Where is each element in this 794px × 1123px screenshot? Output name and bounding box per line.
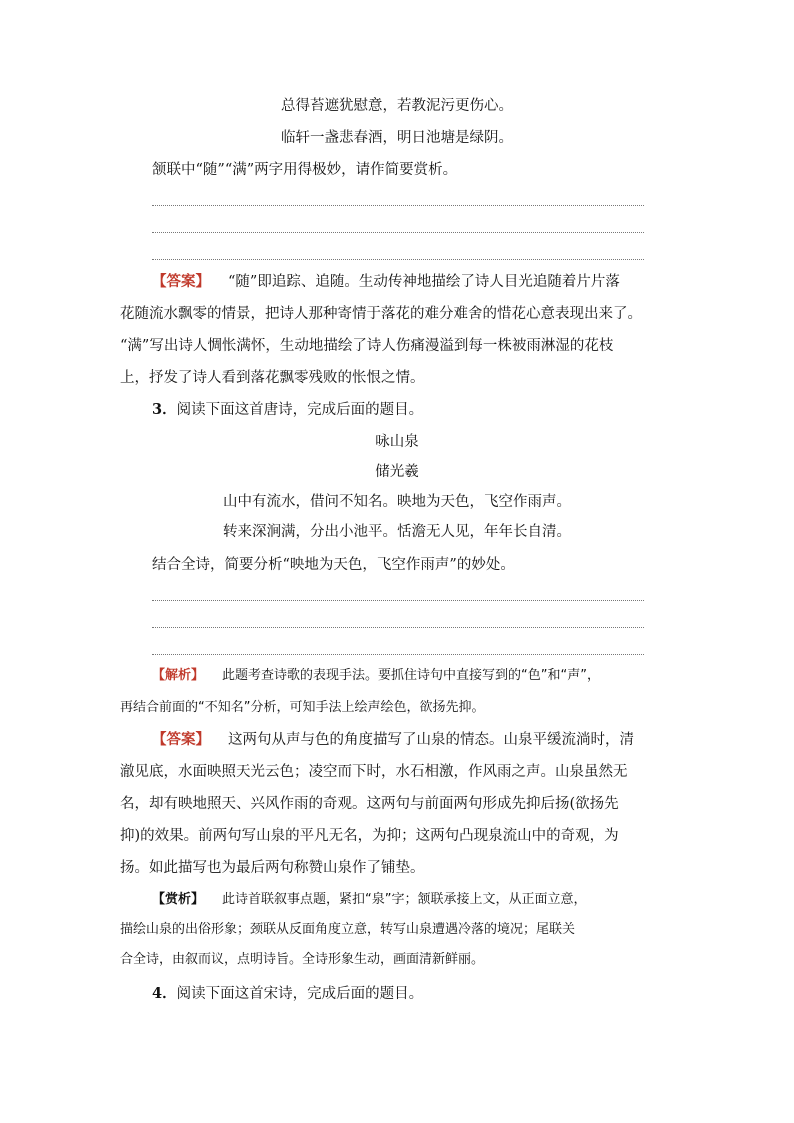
answer-line [152, 627, 644, 628]
answer-paragraph-line: “满”写出诗人惆怅满怀，生动地描绘了诗人伤痛漫溢到每一株被雨淋湿的花枝 [120, 338, 614, 354]
answer-paragraph-line: 【答案】 这两句从声与色的角度描写了山泉的情态。山泉平缓流淌时，清 [152, 731, 634, 748]
question-prompt: 颔联中“随”“满”两字用得极妙，请作简要赏析。 [152, 162, 458, 178]
answer-paragraph-line: 抑)的效果。前两句写山泉的平凡无名，为抑；这两句凸现泉流山中的奇观，为 [120, 828, 619, 844]
answer-paragraph-line: 名，却有映地照天、兴风作雨的奇观。这两句与前面两句形成先抑后扬(欲扬先 [120, 796, 619, 812]
appreciation-paragraph-line: 描绘山泉的出俗形象；颈联从反面角度立意，转写山泉遭遇冷落的境况；尾联关 [120, 922, 576, 937]
answer-paragraph-line: 澈见底，水面映照天光云色；凌空而下时，水石相激，作风雨之声。山泉虽然无 [120, 764, 628, 780]
question-prompt: 结合全诗，简要分析“映地为天色，飞空作雨声”的妙处。 [152, 557, 515, 573]
poem-line: 山中有流水，借问不知名。映地为天色，飞空作雨声。 [223, 494, 571, 510]
answer-line [152, 232, 644, 233]
answer-paragraph-line: 上，抒发了诗人看到落花飘零残败的怅恨之情。 [120, 370, 425, 386]
answer-line [152, 600, 644, 601]
poem-line: 转来深涧满，分出小池平。恬澹无人见，年年长自清。 [223, 524, 571, 540]
question-number: 4． [152, 985, 177, 1002]
answer-line [152, 205, 644, 206]
answer-tag: 【答案】 [152, 731, 210, 748]
answer-line [152, 654, 644, 655]
question-heading: 4．阅读下面这首宋诗，完成后面的题目。 [152, 985, 424, 1002]
answer-tag: 【答案】 [152, 273, 210, 290]
poem-line: 总得苔遮犹慰意，若教泥污更伤心。 [281, 98, 513, 114]
analysis-paragraph-line: 再结合前面的“不知名”分析，可知手法上绘声绘色，欲扬先抑。 [120, 700, 485, 715]
poem-title: 咏山泉 [375, 434, 419, 450]
analysis-tag: 【解析】 [152, 668, 205, 683]
answer-paragraph-line: 【答案】 “随”即追踪、追随。生动传神地描绘了诗人目光追随着片片落 [152, 273, 620, 290]
answer-paragraph-line: 花随流水飘零的情景，把诗人那种寄情于落花的难分难舍的惜花心意表现出来了。 [120, 306, 642, 322]
poem-line: 临轩一盏悲春酒，明日池塘是绿阴。 [281, 130, 513, 146]
answer-line [152, 259, 644, 260]
appreciation-tag: 【赏析】 [152, 892, 205, 907]
question-heading: 3．阅读下面这首唐诗，完成后面的题目。 [152, 401, 424, 418]
poem-author: 储光羲 [375, 464, 419, 480]
analysis-paragraph-line: 【解析】 此题考查诗歌的表现手法。要抓住诗句中直接写到的“色”和“声”， [152, 668, 600, 683]
appreciation-paragraph-line: 合全诗，由叙而议，点明诗旨。全诗形象生动，画面清新鲜丽。 [120, 952, 485, 967]
appreciation-paragraph-line: 【赏析】 此诗首联叙事点题，紧扣“泉”字；颔联承接上文，从正面立意， [152, 892, 587, 907]
question-number: 3． [152, 401, 177, 418]
answer-paragraph-line: 扬。如此描写也为最后两句称赞山泉作了铺垫。 [120, 860, 425, 876]
